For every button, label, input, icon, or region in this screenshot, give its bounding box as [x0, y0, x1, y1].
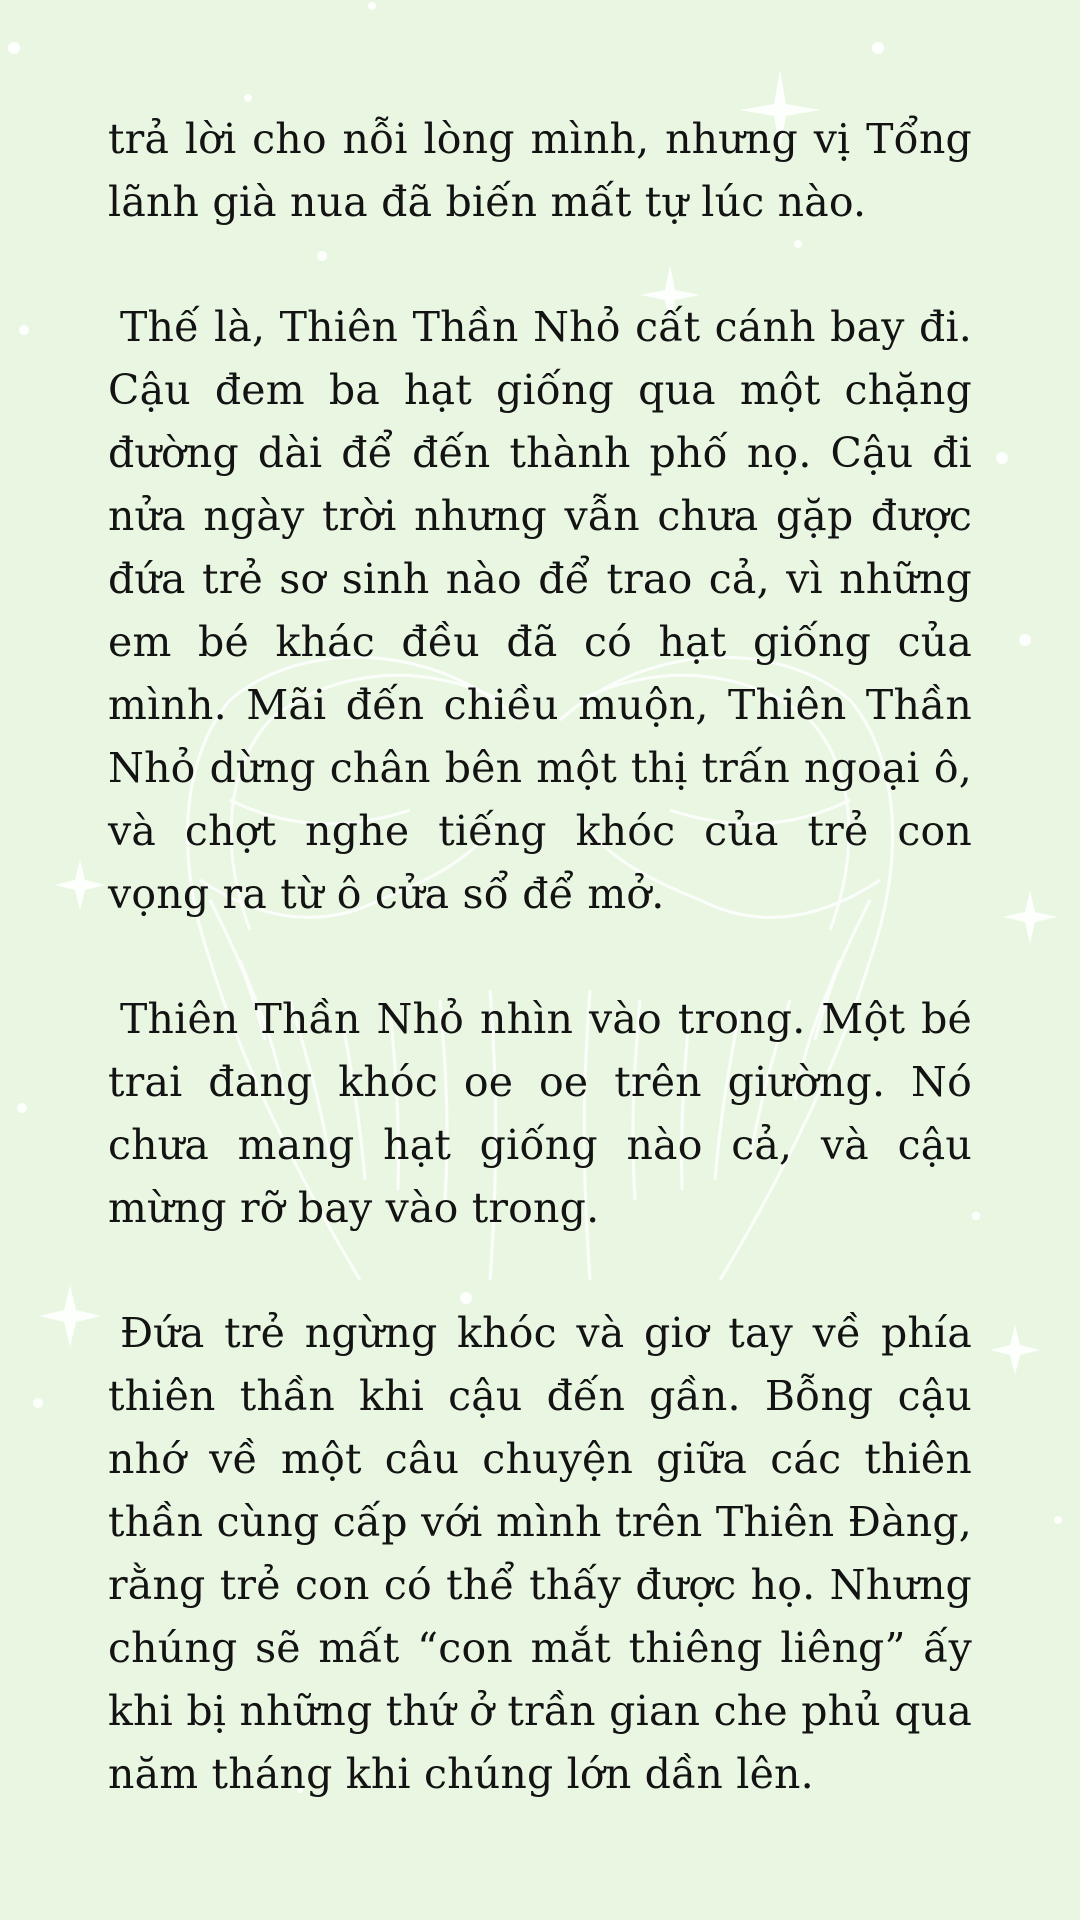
- story-paragraph-3: Thiên Thần Nhỏ nhìn vào trong. Một bé trai đang khóc oe oe trên giường. Nó chưa mang hạt giống nào cả, và cậu mừng rỡ bay vào trong.: [108, 995, 972, 1232]
- story-paragraph-2: Thế là, Thiên Thần Nhỏ cất cánh bay đi. Cậu đem ba hạt giống qua một chặng đường dài để đến thành phố nọ. Cậu đi nửa ngày trời nhưng vẫn chưa gặp được đứa trẻ sơ sinh nào để trao cả, vì những em bé khác đều đã có hạt giống của mình. Mãi đến chiều muộn, Thiên Thần Nhỏ dừng chân bên một thị trấn ngoại ô, và chợt nghe tiếng khóc của trẻ con vọng ra từ ô cửa sổ để mở.: [108, 303, 972, 918]
- story-paragraph-4: Đứa trẻ ngừng khóc và giơ tay về phía thiên thần khi cậu đến gần. Bỗng cậu nhớ về một câu chuyện giữa các thiên thần cùng cấp với mình trên Thiên Đàng, rằng trẻ con có thể thấy được họ. Nhưng chúng sẽ mất “con mắt thiêng liêng” ấy khi bị những thứ ở trần gian che phủ qua năm tháng khi chúng lớn dần lên.: [108, 1309, 972, 1798]
- story-text: [108, 108, 972, 1868]
- story-paragraph-1: trả lời cho nỗi lòng mình, nhưng vị Tổng lãnh già nua đã biến mất tự lúc nào.: [108, 115, 972, 226]
